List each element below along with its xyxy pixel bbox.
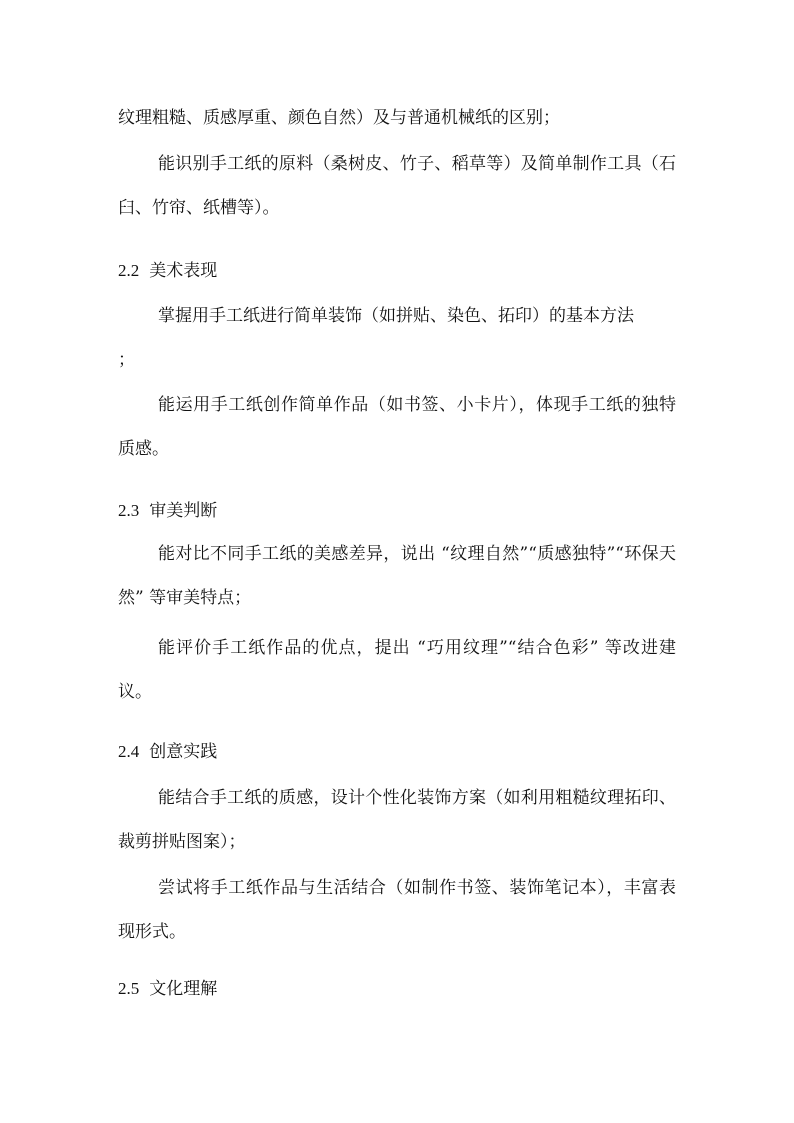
paragraph-text: 能识别手工纸的原料（桑树皮、竹子、稻草等）及简单制作工具（石臼、竹帘、纸槽等）。 [118, 154, 676, 218]
section-heading-2-2 [118, 259, 217, 283]
section-title: 审美判断 [149, 501, 218, 521]
section-number: 2.5 [118, 979, 140, 998]
paragraph-evaluate-works [118, 626, 676, 714]
paragraph-text: 能结合手工纸的质感，设计个性化装饰方案（如利用粗糙纹理拓印、裁剪拼贴图案）； [118, 788, 676, 852]
section-heading-2-3 [118, 499, 217, 523]
section-heading-2-4 [118, 740, 217, 764]
paragraph-text: 能评价手工纸作品的优点，提出 “巧用纹理”“结合色彩” 等改进建议。 [118, 638, 676, 702]
paragraph-design-plan [118, 776, 676, 864]
paragraph-decoration-methods-tail: ； [118, 350, 135, 370]
paragraph-text: 能运用手工纸创作简单作品（如书签、小卡片），体现手工纸的独特质感。 [118, 395, 676, 459]
paragraph-life-integration [118, 866, 676, 954]
section-heading-2-5 [118, 977, 217, 1001]
section-title: 美术表现 [149, 261, 218, 281]
section-title: 创意实践 [149, 742, 218, 762]
section-number: 2.3 [118, 501, 140, 520]
section-number: 2.4 [118, 742, 140, 761]
paragraph-text: 能对比不同手工纸的美感差异，说出 “纹理自然”“质感独特”“环保天然” 等审美特点； [118, 544, 676, 608]
section-number: 2.2 [118, 261, 140, 280]
paragraph-create-works [118, 383, 676, 471]
paragraph-text: 尝试将手工纸作品与生活结合（如制作书签、装饰笔记本），丰富表现形式。 [118, 878, 676, 942]
paragraph-decoration-methods: 掌握用手工纸进行简单装饰（如拼贴、染色、拓印）的基本方法 [158, 306, 634, 326]
section-title: 文化理解 [149, 979, 218, 999]
intro-line: 纹理粗糙、质感厚重、颜色自然）及与普通机械纸的区别； [118, 108, 560, 128]
paragraph-raw-materials [118, 142, 676, 230]
paragraph-compare-beauty [118, 532, 676, 620]
